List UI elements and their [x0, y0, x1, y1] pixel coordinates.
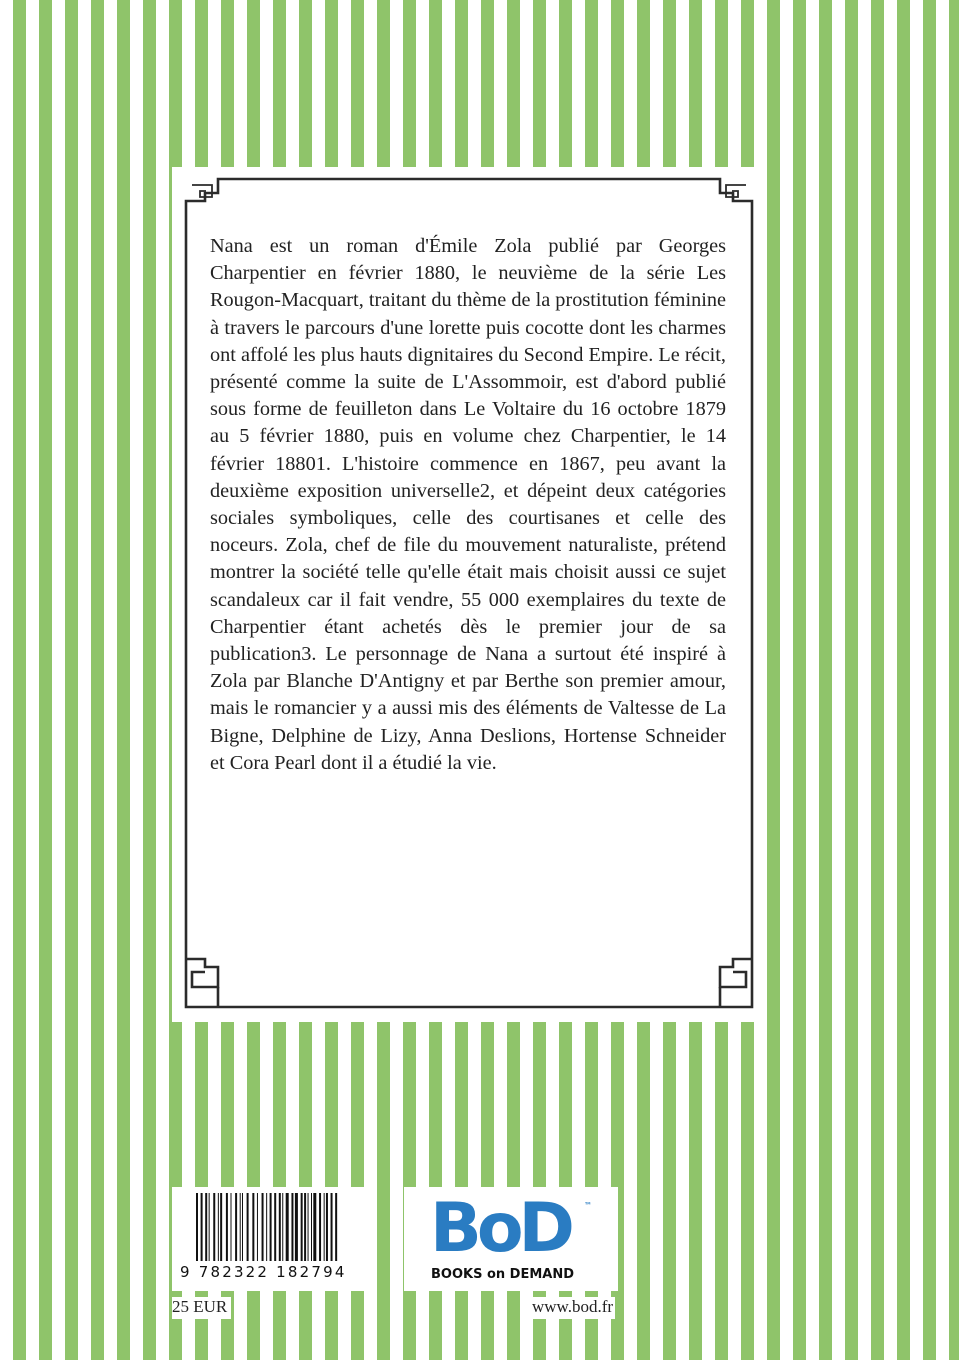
barcode-bar — [274, 1193, 276, 1261]
barcode-bar — [295, 1193, 298, 1261]
isbn-number: 9 782322 182794 — [180, 1263, 347, 1281]
barcode-bar — [311, 1193, 312, 1261]
barcode-bar — [226, 1193, 228, 1261]
barcode-bar — [231, 1193, 232, 1261]
barcode-bar — [270, 1193, 272, 1261]
barcode-bar — [205, 1193, 207, 1261]
barcode-bar — [247, 1193, 249, 1261]
trademark-symbol: ™ — [584, 1201, 592, 1210]
barcode-bar — [235, 1193, 237, 1261]
barcode-bar — [201, 1193, 203, 1261]
barcode-bar — [242, 1193, 243, 1261]
barcode-icon — [196, 1193, 366, 1263]
back-cover-panel — [172, 167, 766, 1022]
bod-logo-mark: BoD — [430, 1189, 570, 1268]
publisher-url: www.bod.fr — [530, 1297, 615, 1319]
barcode-bar — [196, 1193, 198, 1261]
barcode-bar — [218, 1193, 219, 1261]
barcode-bar — [257, 1193, 258, 1261]
barcode-bar — [282, 1193, 283, 1261]
publisher-tagline: BOOKS on DEMAND — [431, 1267, 575, 1282]
publisher-logo — [404, 1187, 618, 1291]
barcode-bar — [213, 1193, 215, 1261]
barcode-bar — [286, 1193, 289, 1261]
barcode-bar — [308, 1193, 309, 1261]
barcode-bar — [319, 1193, 321, 1261]
barcode-bar — [331, 1193, 333, 1261]
barcode-bar — [326, 1193, 328, 1261]
barcode-bar — [262, 1193, 264, 1261]
price-label: 25 EUR — [172, 1297, 231, 1319]
isbn-barcode — [172, 1187, 377, 1291]
barcode-bar — [301, 1193, 303, 1261]
barcode-bar — [304, 1193, 306, 1261]
barcode-bar — [252, 1193, 254, 1261]
barcode-bar — [291, 1193, 293, 1261]
barcode-bar — [240, 1193, 241, 1261]
barcode-bar — [209, 1193, 210, 1261]
book-summary-text: Nana est un roman d'Émile Zola publié par Georges Charpentier en février 1880, le neuvième de la série Les Rougon-Macquart, traitant du thème de la prostitution féminine à travers le parcours d'une lorette puis cocotte dont les charmes ont affolé les plus hauts dignitaires du Second Empire. Le récit, présenté comme la suite de L'Assommoir, est d'abord publié sous forme de feuilleton dans Le Voltaire du 16 octobre 1879 au 5 février 1880, puis en volume chez Charpentier, le 14 février 18801. L'histoire commence en 1867, peu avant la deuxième exposition universelle2, et dépeint deux catégories sociales symboliques, celle des courtisanes et celle des noceurs. Zola, chef de file du mouvement naturaliste, prétend montrer la société telle qu'elle était mais choisit aussi ce sujet scandaleux car il fait vendre, 55 000 exemplaires du texte de Charpentier étant achetés dès le premier jour de sa publication3. Le personnage de Nana a surtout été inspiré à Zola par Blanche D'Antigny et par Berthe son premier amour, mais le romancier y a aussi mis des éléments de Valtesse de La Bigne, Delphine de Lizy, Anna Deslions, Hortense Schneider et Cora Pearl dont il a étudié la vie. — [210, 235, 726, 774]
barcode-bar — [324, 1193, 325, 1261]
barcode-bar — [266, 1193, 267, 1261]
barcode-bar — [335, 1193, 337, 1261]
barcode-bar — [313, 1193, 316, 1261]
barcode-bar — [220, 1193, 222, 1261]
barcode-bar — [279, 1193, 281, 1261]
